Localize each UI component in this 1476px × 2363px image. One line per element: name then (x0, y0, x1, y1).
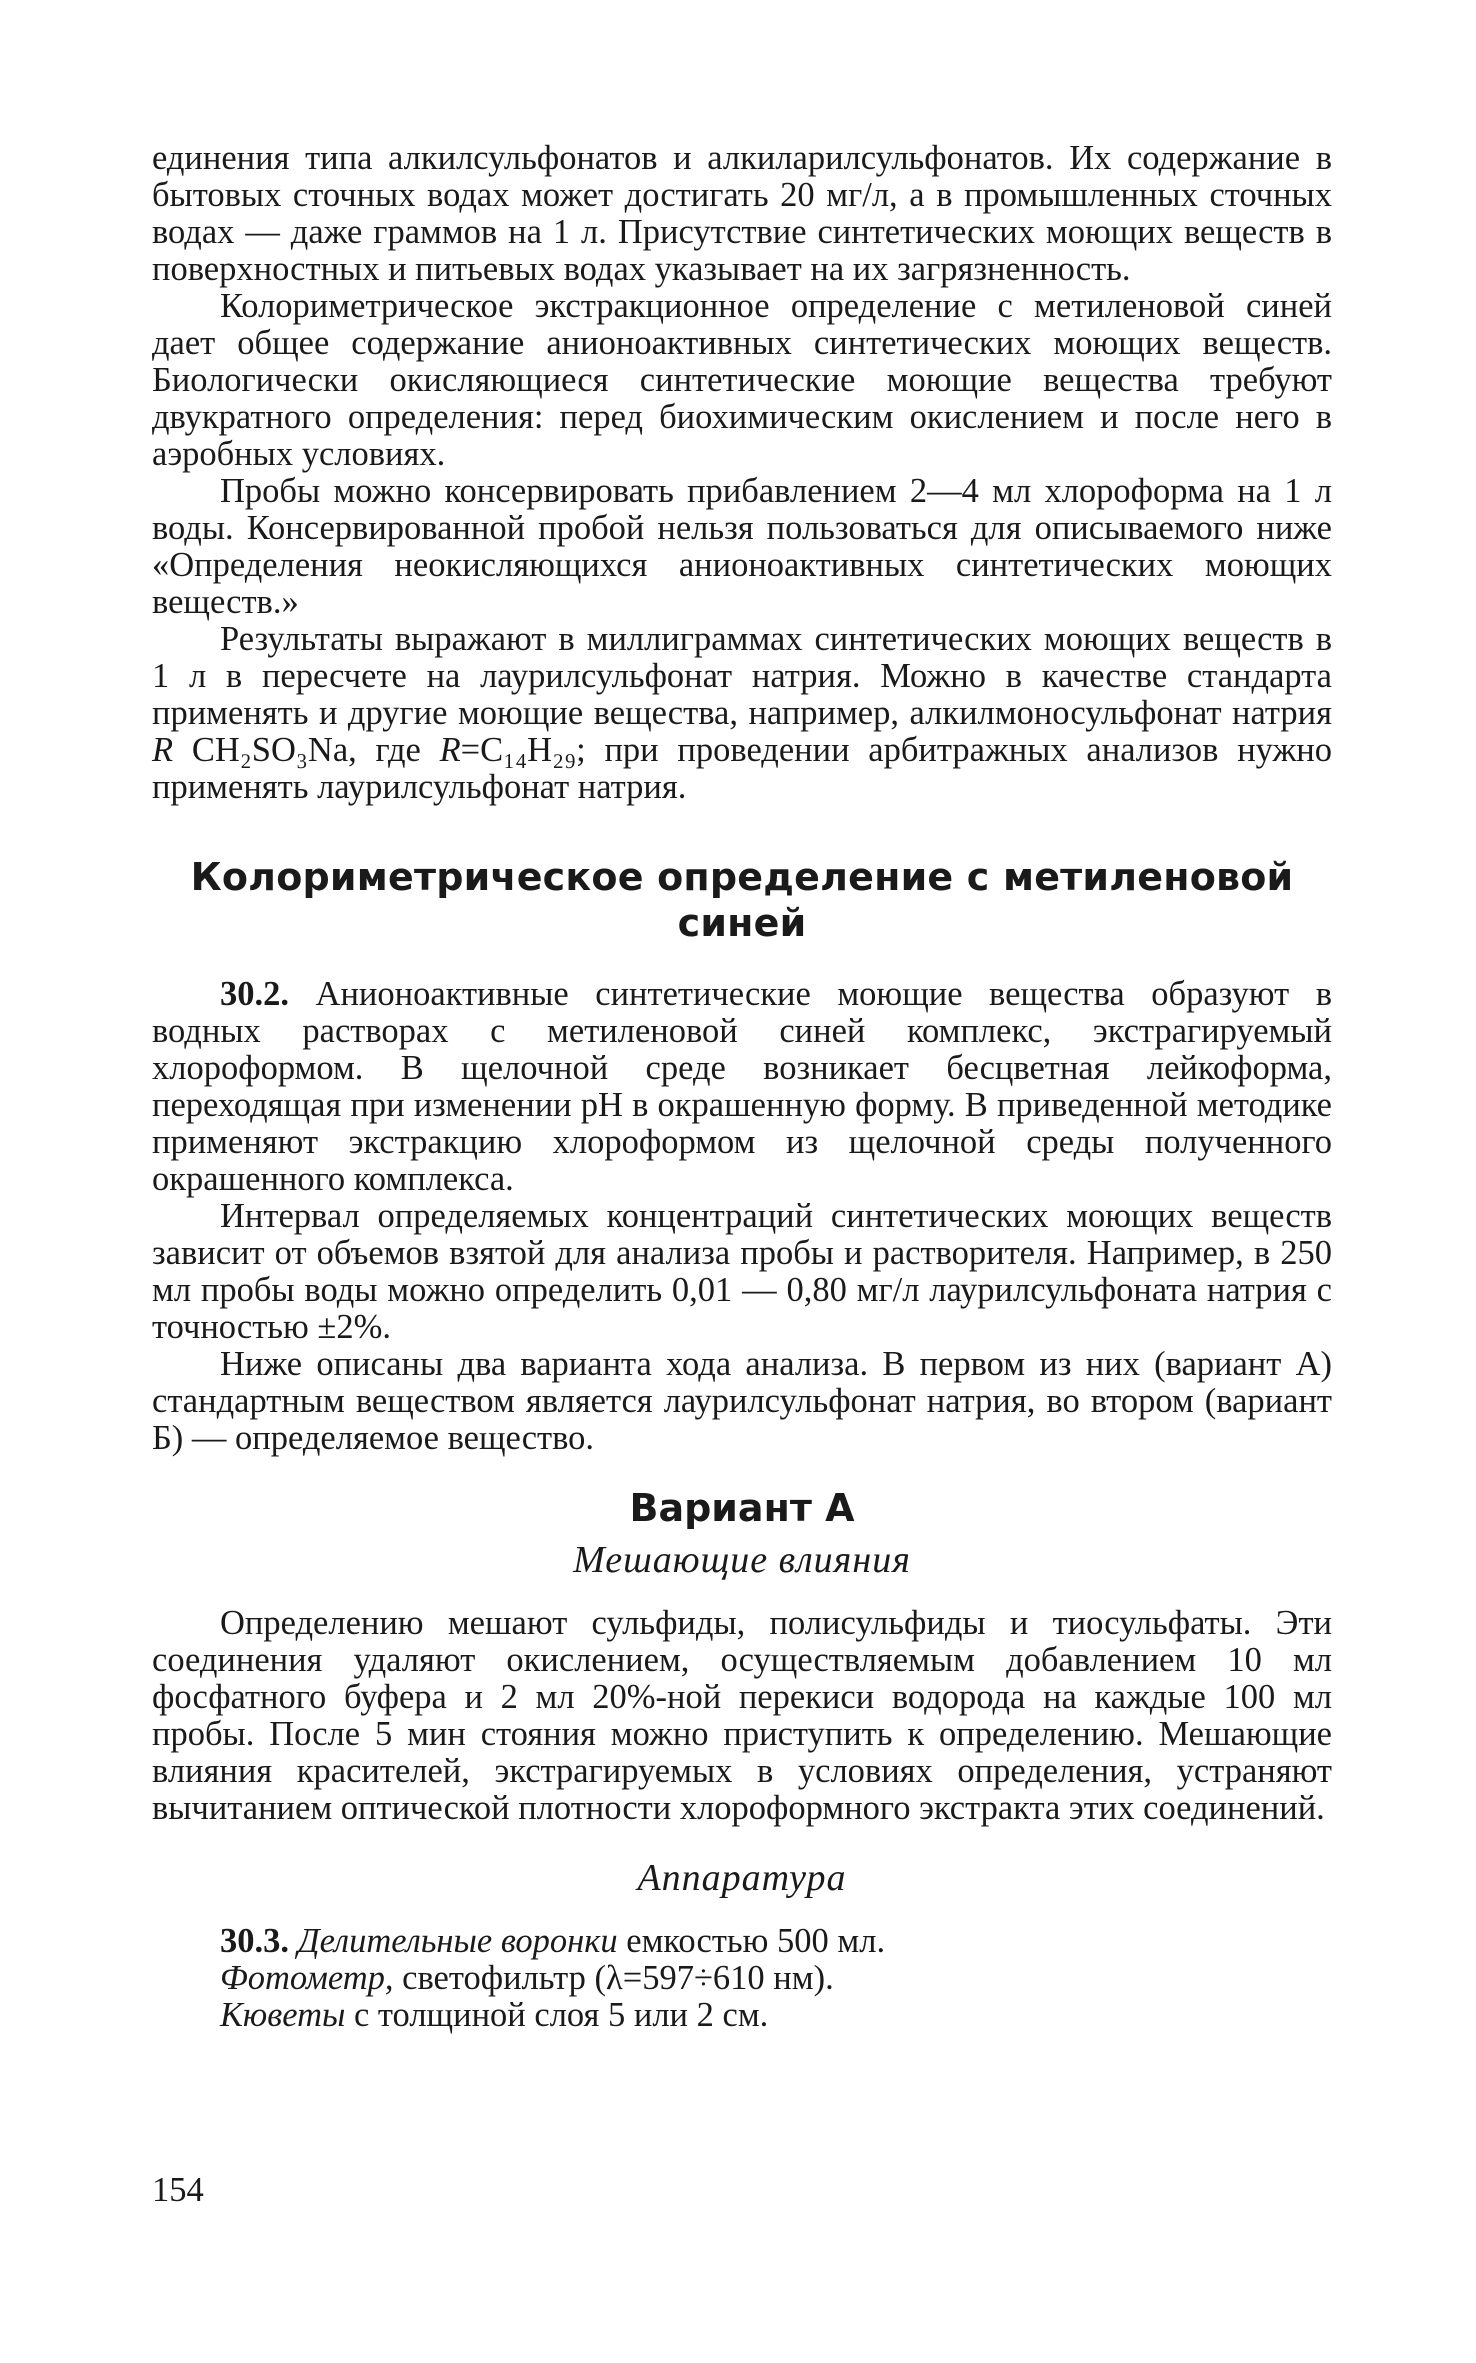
page-number: 154 (152, 2171, 204, 2209)
interference-paragraph: Определению мешают сульфиды, полисульфиды и тиосульфаты. Эти соединения удаляют окислением, осуществляемым добавлением 10 мл фосфатного буфера и 2 мл 20%-ной перекиси водорода на каждые 100 мл пробы. После 5 мин стояния можно приступить к определению. Мешающие влияния красителей, экстрагируемых в условиях определения, устраняют вычитанием оптической плотности хлороформного экстракта этих соединений. (152, 1604, 1332, 1827)
apparatus-item-1-name: Делительные воронки (297, 1922, 618, 1960)
book-page (152, 140, 1332, 2320)
section-paragraph-number: 30.2. (220, 975, 289, 1013)
apparatus-title: Аппаратура (637, 1857, 847, 1899)
formula-r-symbol-1: R (152, 731, 174, 769)
apparatus-item-2-name: Фотометр, (220, 1959, 394, 1997)
intro-paragraph-2: Колориметрическое экстракционное определение с метиленовой синей дает общее содержание анионоактивных синтетических моющих веществ. Биологически окисляющиеся синтетические моющие вещества требуют двукратного определения: перед биохимическим окислением и после него в аэробных условиях. (152, 287, 1332, 473)
intro-paragraph-3: Пробы можно консервировать прибавлением 2—4 мл хлороформа на 1 л воды. Консервированной пробой нельзя пользоваться для описываемого ниже «Определения неокисляющихся анионоактивных синтетических моющих веществ.» (152, 472, 1332, 621)
intro-paragraph-1: единения типа алкилсульфонатов и алкиларилсульфонатов. Их содержание в бытовых сточных водах может достигать 20 мг/л, а в промышленных сточных водах — даже граммов на 1 л. Присутствие синтетических моющих веществ в поверхностных и питьевых водах указывает на их загрязненность. (152, 139, 1332, 288)
apparatus-item-1-rest: емкостью 500 мл. (617, 1922, 886, 1960)
results-text-part2: ; при проведении арбитражных анализов нужно применять лаурилсульфонат натрия. (152, 731, 1333, 806)
apparatus-item-2 (152, 1960, 1332, 1997)
results-text-part1: Результаты выражают в миллиграммах синтетических моющих веществ в 1 л в пересчете на лаурилсульфонат натрия. Можно в качестве стандарта применять и другие моющие вещества, например, алкилмоносульфонат натрия (152, 620, 1332, 732)
apparatus-item-2-rest: светофильтр (λ=597÷610 нм). (393, 1959, 834, 1997)
apparatus-item-3 (152, 1997, 1332, 2034)
section-title: Колориметрическое определение с метиленовой синей (190, 855, 1294, 945)
results-paragraph (152, 621, 1332, 806)
apparatus-item-3-rest: с толщиной слоя 5 или 2 см. (345, 1996, 769, 2034)
formula-2: =C₁₄H₂₉ (460, 731, 577, 769)
section-paragraph-3: Ниже описаны два варианта хода анализа. В первом из них (вариант А) стандартным веществом является лаурилсульфонат натрия, во втором (вариант Б) — определяемое вещество. (152, 1345, 1332, 1457)
variant-title: Вариант А (629, 1486, 855, 1530)
section-paragraph-2: Интервал определяемых концентраций синтетических моющих веществ зависит от объемов взятой для анализа пробы и растворителя. Например, в 250 мл пробы воды можно определить 0,01 — 0,80 мг/л лаурилсульфоната натрия с точностью ±2%. (152, 1197, 1332, 1346)
apparatus-item-number: 30.3. (220, 1922, 289, 1960)
section-paragraph-1 (152, 976, 1332, 1198)
apparatus-item-1 (152, 1923, 1332, 1960)
formula-1: CH₂SO₃Na, где (173, 731, 440, 769)
interference-title: Мешающие влияния (573, 1539, 911, 1581)
formula-r-symbol-2: R (439, 731, 461, 769)
section-paragraph-1-text: Анионоактивные синтетические моющие вещества образуют в водных растворах с метиленовой синей комплекс, экстрагируемый хлороформом. В щелочной среде возникает бесцветная лейкоформа, переходящая при изменении pH в окрашенную форму. В приведенной методике применяют экстракцию хлороформом из щелочной среды полученного окрашенного комплекса. (152, 975, 1332, 1198)
apparatus-item-3-name: Кюветы (220, 1996, 346, 2034)
